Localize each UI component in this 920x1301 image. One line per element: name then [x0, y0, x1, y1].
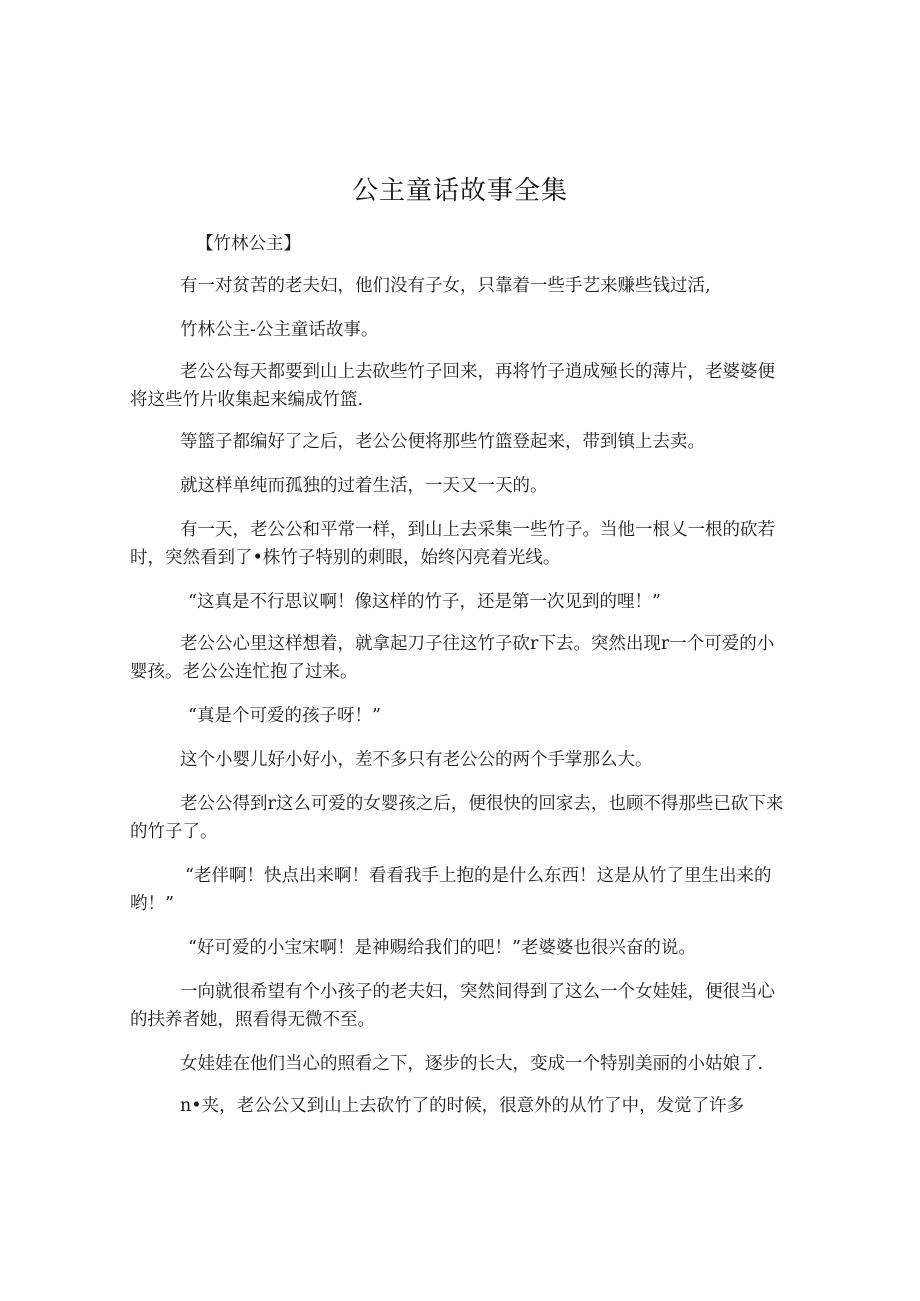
- paragraph: 女娃娃在他们当心的照看之下，逐步的长大，变成一个特别美丽的小姑娘了.: [180, 1054, 764, 1074]
- quote-paragraph: “好可爱的小宝宋啊！是神赐给我们的吧！”老婆婆也很兴奋的说。: [188, 938, 696, 958]
- quote-paragraph: “老伴啊！快点出来啊！看看我手上抱的是什么东西！这是从竹了里生出来的哟！”: [130, 866, 772, 914]
- section-heading: 【竹林公主】: [196, 234, 301, 254]
- paragraph: 等篮子都编好了之后，老公公便将那些竹篮登起来，带到镇上去卖。: [180, 432, 705, 452]
- paragraph: 就这样单纯而孤独的过着生活，一天又一天的。: [180, 476, 548, 496]
- paragraph: 老公公心里这样想着，就拿起刀子往这竹子砍r下去。突然出现r一个可爱的小婴孩。老公公连忙抱了过来。: [130, 634, 775, 682]
- quote-paragraph: “这真是不行思议啊！像这样的竹子，还是第一次见到的哩！”: [188, 592, 661, 612]
- paragraph: 有一天，老公公和平常一样，到山上去采集一些竹子。当他一根乂一根的砍若时，突然看到了•株竹子特别的刺眼，始终闪亮着光线。: [130, 520, 775, 568]
- paragraph: 老公公得到r这么可爱的女婴孩之后，便很快的回家去，也顾不得那些已砍下来的竹子了。: [130, 794, 784, 842]
- quote-paragraph: “真是个可爱的孩子呀！”: [188, 706, 381, 726]
- paragraph: 这个小婴儿好小好小，差不多只有老公公的两个手掌那么大。: [180, 750, 653, 770]
- paragraph: 一向就很希望有个小孩子的老夫妇，突然间得到了这么一个女娃娃，便很当心的扶养者她，照看得无微不至。: [130, 982, 775, 1030]
- paragraph: 竹林公主-公主童话故事。: [180, 320, 379, 340]
- paragraph: 老公公每天都要到山上去砍些竹子回来，再将竹子逍成殛长的薄片，老婆婆便将这些竹片收集起来编成竹篮.: [130, 362, 775, 410]
- paragraph: n•夹，老公公又到山上去砍竹了的时候，很意外的从竹了中，发觉了许多: [180, 1096, 745, 1116]
- document-title: 公主童话故事全集: [351, 176, 568, 206]
- paragraph: 有一对贫苦的老夫妇，他们没有子女，只靠着一些手艺来赚些钱过活,: [180, 276, 711, 296]
